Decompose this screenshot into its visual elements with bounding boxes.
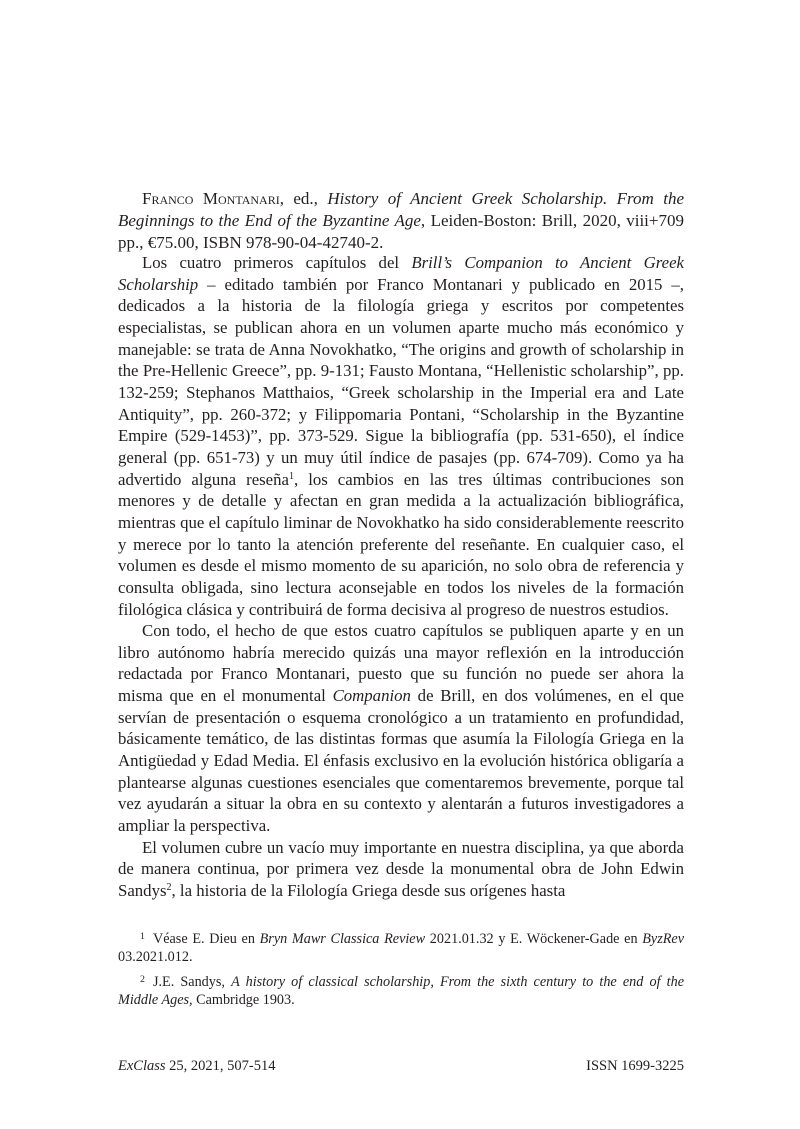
text-run: Franco Montanari <box>142 189 280 208</box>
footer-citation <box>118 1058 276 1075</box>
text-run: Cambridge 1903. <box>192 992 295 1009</box>
text-run: Véase E. Dieu en <box>152 930 260 947</box>
footnotes <box>118 928 684 1014</box>
footnote-reference[interactable]: 1 <box>288 470 295 482</box>
text-run: 03.2021.012. <box>118 949 193 966</box>
paragraph <box>118 620 684 837</box>
footnote-number: 1 <box>140 931 145 942</box>
footnote <box>118 971 684 1010</box>
text-run: , la historia de la Filología Griega desde sus orígenes hasta <box>171 881 566 901</box>
journal-name: ExClass <box>118 1058 166 1074</box>
footnote-number: 2 <box>140 973 145 985</box>
text-run: Con todo, el hecho de que estos cuatro capítulos se publiquen aparte y en un libro autónomo habría merecido quizás una mayor reflexión en la introducción redactada por Franco Montanari, puesto que su función no puede ser ahora la misma que en el monumental <box>118 621 684 706</box>
text-run: 2021.01.32 y E. Wöckener-Gade en <box>425 930 643 947</box>
text-run: Los cuatro primeros capítulos del <box>142 253 412 272</box>
paragraph <box>118 252 684 620</box>
text-run: , ed., <box>279 189 328 208</box>
text-run: J.E. Sandys, <box>152 973 232 990</box>
footer-issn: ISSN 1699-3225 <box>586 1058 684 1074</box>
footnote-reference[interactable]: 2 <box>166 881 172 893</box>
italic-text: Brill’s Companion to Ancient Greek Scholarship <box>118 253 684 294</box>
italic-text: Companion <box>332 686 411 706</box>
text-run: – editado también por Franco Montanari y publicado en 2015 –, dedicados a la historia de la filología griega y escritos por competentes especialistas, se publican ahora en un volumen aparte mucho más económico y manejable: se trata de Anna Novokhatko, “The origins and growth of scholarship in the Pre-Hellenic Greece”, pp. 9-131; Fausto Montana, “Hellenistic scholarship”, pp. 132-259; Stephanos Matthaios, “Greek scholarship in the Imperial era and Late Antiquity”, pp. 260-372; y Filippomaria Pontani, “Scholarship in the Byzantine Empire (529-1453)”, pp. 373-529. Sigue la bibliografía (pp. 531-650), el índice general (pp. 651-73) y un muy útil índice de pasajes (pp. 674-709). Como ya ha advertido alguna reseña <box>118 274 684 489</box>
text-run: El volumen cubre un vacío muy importante en nuestra disciplina, ya que aborda de manera continua, por primera vez desde la monumental obra de John Edwin Sandys <box>118 837 684 901</box>
italic-text: Bryn Mawr Classica Review <box>259 930 426 947</box>
text-run: de Brill, en dos volúmenes, en el que servían de presentación o esquema cronológico a un tratamiento en profundidad, básicamente temático, de las distintas formas que asumía la Filología Griega en la Antigüedad y Edad Media. El énfasis exclusivo en la evolución histórica obligaría a plantearse algunas cuestiones esenciales que comentaremos brevemente, porque tal vez ayudarán a situar la obra en su contexto y alentarán a futuros investigadores a ampliar la perspectiva. <box>118 686 684 836</box>
bibliographic-reference <box>118 188 684 254</box>
text-run: , Leiden-Boston: Brill, 2020, viii+709 pp., €75.00, ISBN 978-90-04-42740-2. <box>118 211 684 252</box>
volume-pages: 25, 2021, 507-514 <box>165 1058 276 1074</box>
text-run: , los cambios en las tres últimas contribuciones son menores y de detalle y afectan en gran medida a la actualización bibliográfica, mientras que el capítulo liminar de Novokhatko ha sido considerablemente reescrito y merece por lo tanto la atención preferente del reseñante. En cualquier caso, el volumen es desde el mismo momento de su aparición, no solo obra de referencia y consulta obligada, sino lectura aconsejable en todos los niveles de la formación filológica clásica y contribuirá de forma decisiva al progreso de nuestros estudios. <box>118 469 684 619</box>
footnote <box>118 928 684 967</box>
italic-text: A history of classical scholarship, From the sixth century to the end of the Middle Ages, <box>118 973 684 1009</box>
paragraph <box>118 837 684 902</box>
italic-text: History of Ancient Greek Scholarship. From the Beginnings to the End of the Byzantine Age <box>118 189 684 230</box>
page-footer <box>118 1058 684 1075</box>
italic-text: ByzRev <box>642 930 685 947</box>
review-body <box>118 252 684 902</box>
